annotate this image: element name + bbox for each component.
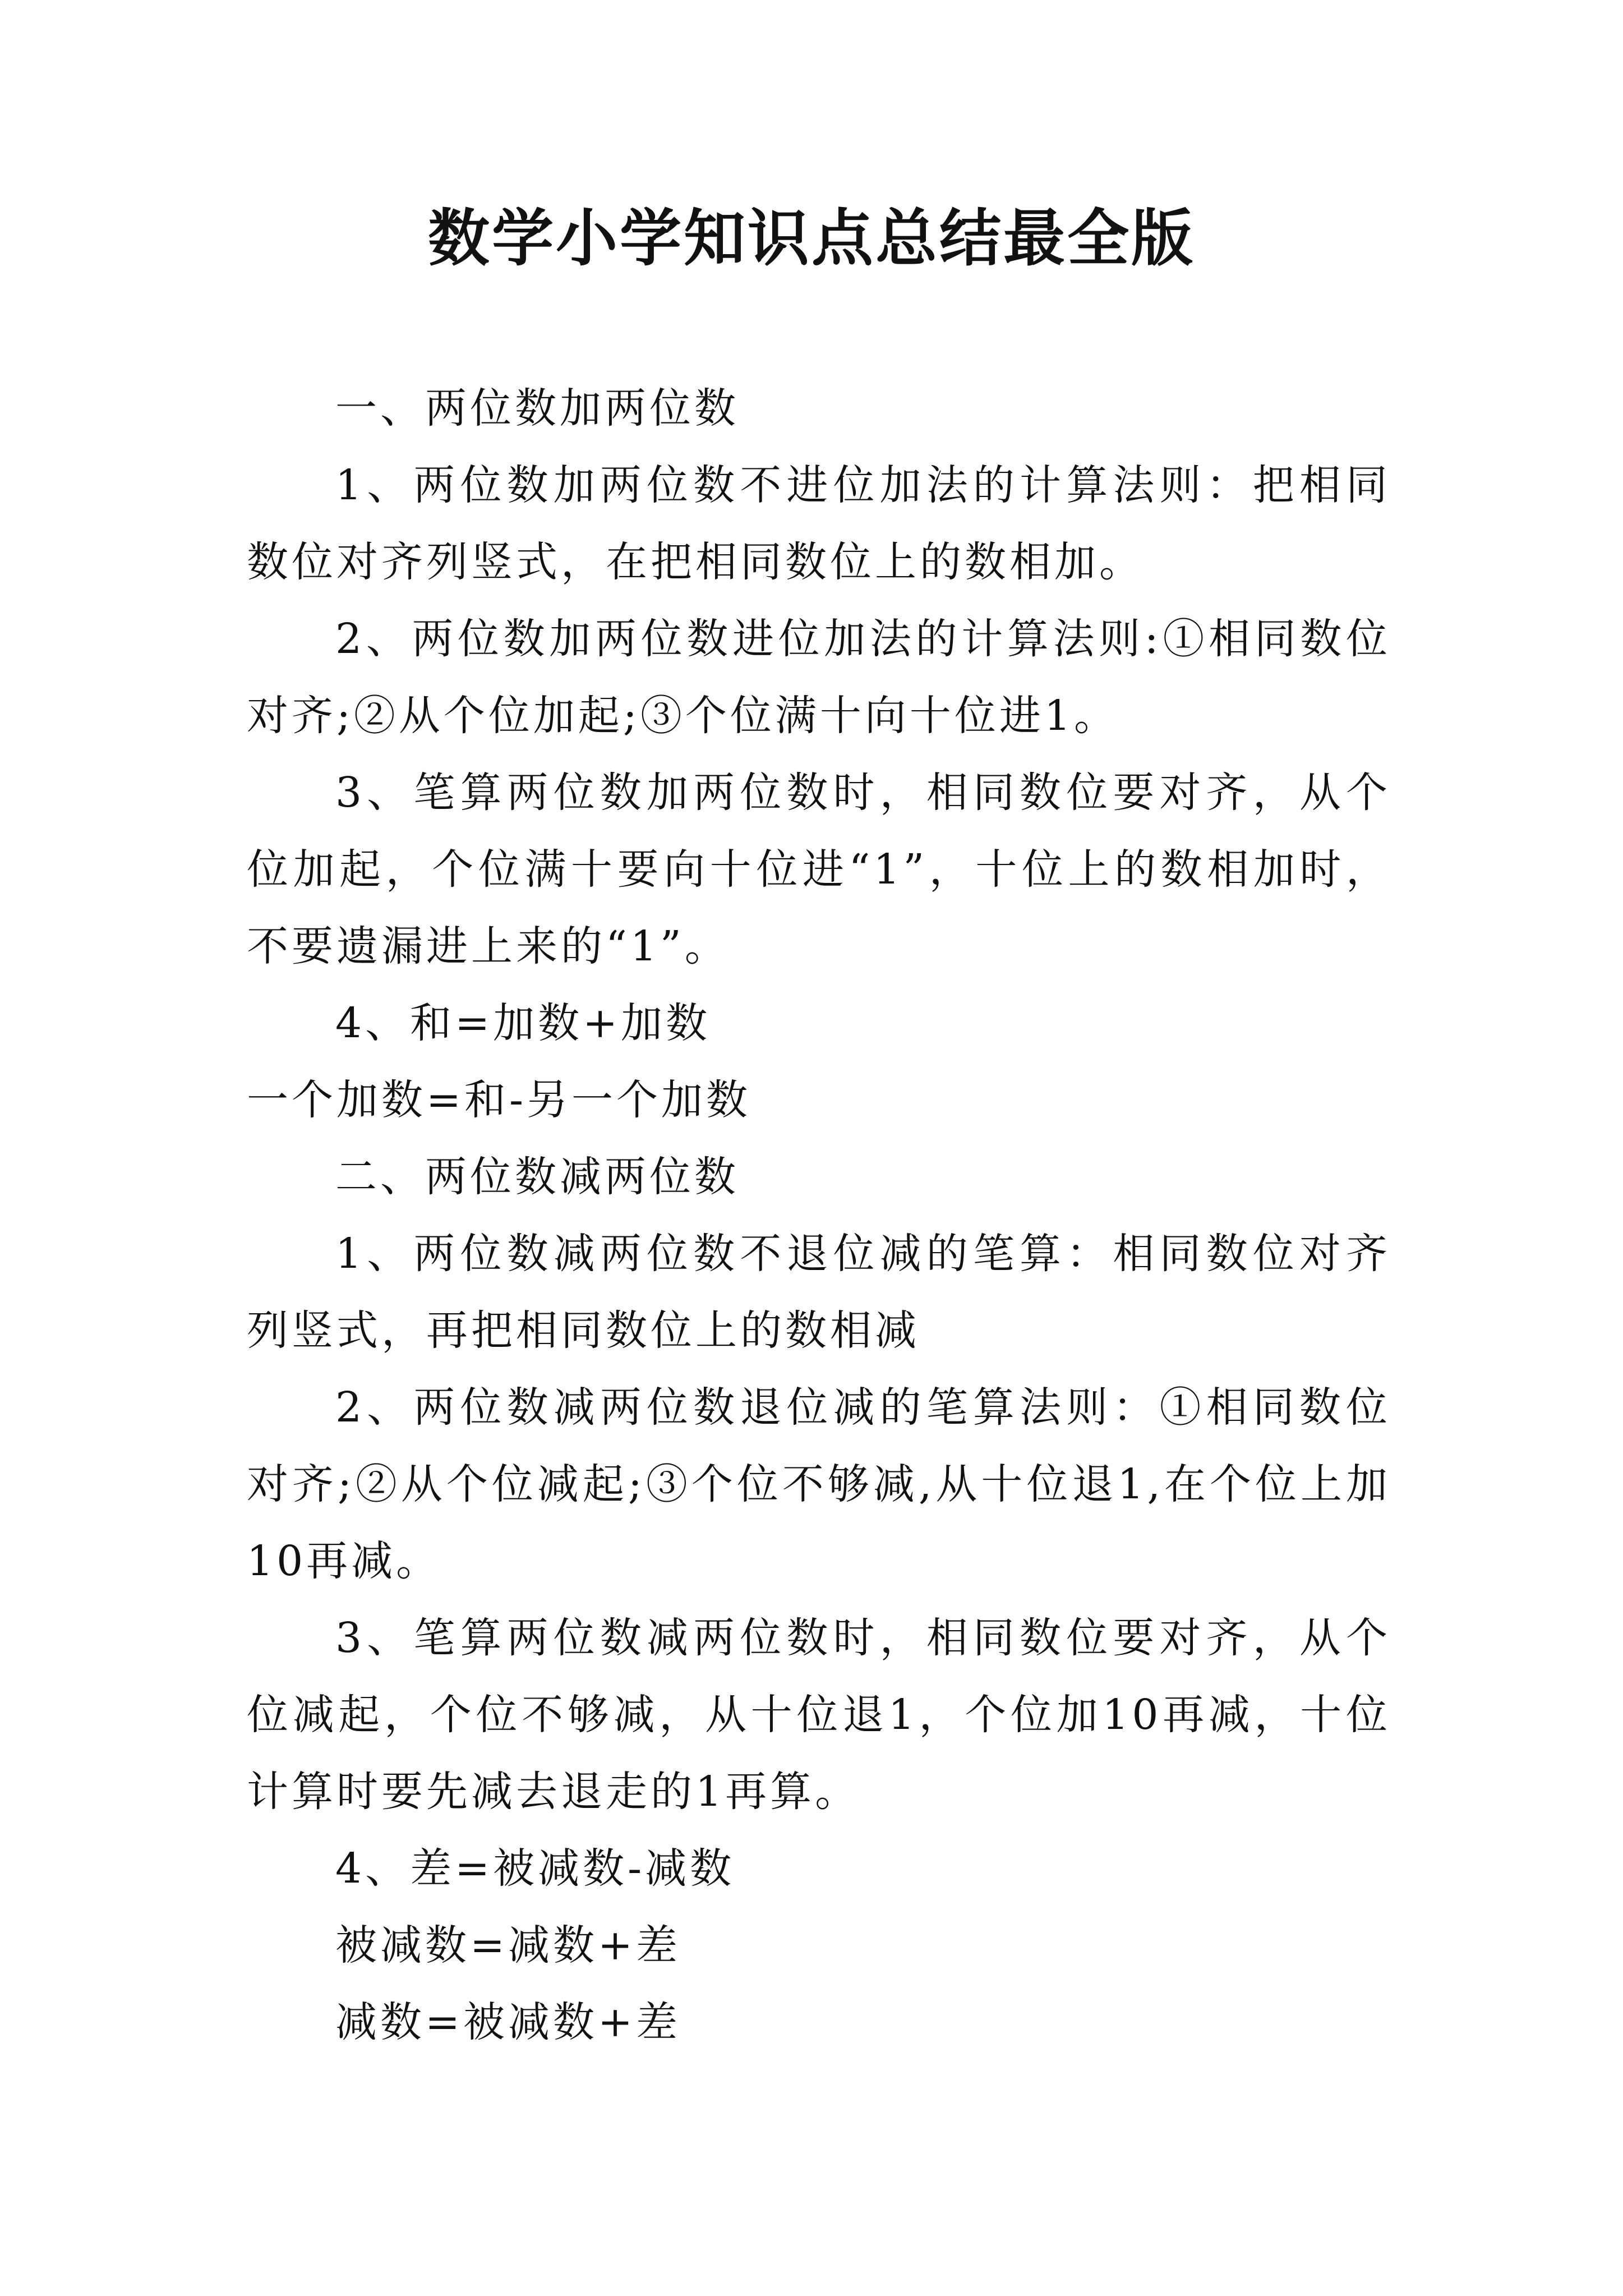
formula-difference: 4、差=被减数-减数 — [335, 1844, 735, 1893]
paragraph-addition-rule-3: 3、笔算两位数加两位数时，相同数位要对齐，从个位加起，个位满十要向十位进“1”，十位上的数相加时，不要遗漏进上来的“1”。 — [247, 769, 1391, 970]
paragraph-addition-rule-1: 1、两位数加两位数不进位加法的计算法则：把相同数位对齐列竖式，在把相同数位上的数相加。 — [247, 461, 1391, 586]
paragraph-addition-rule-2: 2、两位数加两位数进位加法的计算法则:①相同数位对齐;②从个位加起;③个位满十向十位进1。 — [247, 615, 1391, 740]
document-title: 数学小学知识点总结最全版 — [428, 202, 1195, 274]
section-heading-addition: 一、两位数加两位数 — [335, 384, 739, 432]
formula-sum: 4、和=加数+加数 — [335, 999, 711, 1047]
paragraph-subtraction-rule-2: 2、两位数减两位数退位减的笔算法则：①相同数位对齐;②从个位减起;③个位不够减,从十位退1,在个位上加10再减。 — [247, 1383, 1391, 1585]
paragraph-subtraction-rule-3: 3、笔算两位数减两位数时，相同数位要对齐，从个位减起，个位不够减，从十位退1，个位加10再减，十位计算时要先减去退走的1再算。 — [247, 1614, 1391, 1816]
formula-addend: 一个加数=和-另一个加数 — [247, 1076, 751, 1124]
formula-minuend: 被减数=减数+差 — [335, 1921, 681, 1970]
formula-subtrahend: 减数=被减数+差 — [335, 1998, 681, 2046]
section-heading-subtraction: 二、两位数减两位数 — [335, 1153, 739, 1201]
document-body — [247, 370, 1391, 2061]
paragraph-subtraction-rule-1: 1、两位数减两位数不退位减的笔算：相同数位对齐列竖式，再把相同数位上的数相减 — [247, 1230, 1391, 1355]
